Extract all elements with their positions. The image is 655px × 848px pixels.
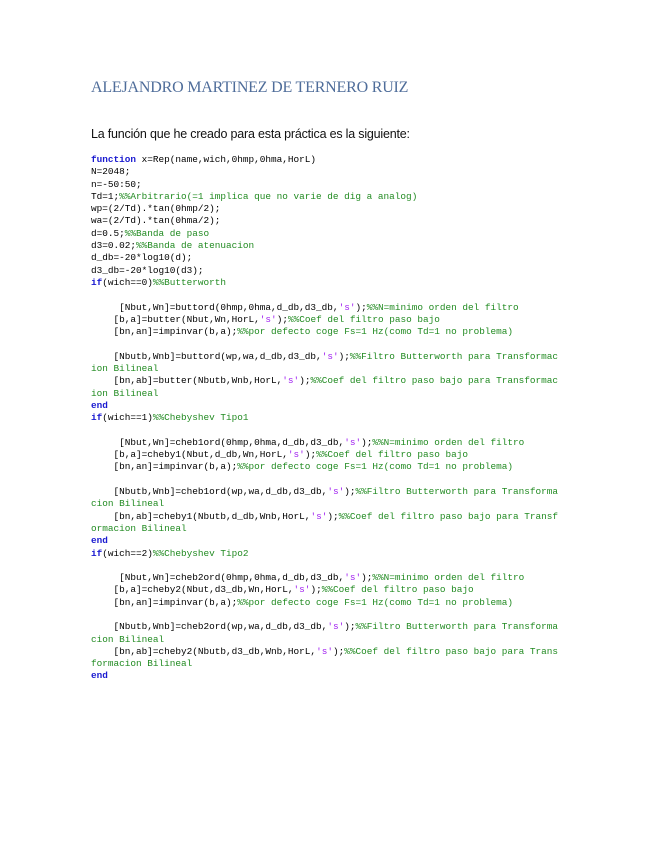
code-line xyxy=(91,548,561,560)
code-line xyxy=(91,228,561,240)
code-text: ); xyxy=(361,572,373,584)
code-text: d3=0.02; xyxy=(91,240,137,252)
code-line xyxy=(91,400,561,412)
code-text: ); xyxy=(332,645,345,657)
code-string: 's' xyxy=(338,301,356,313)
code-text: [Nbutb,Wnb]=cheb2ord(wp,wa,d_db,d3_db, xyxy=(91,621,328,633)
code-comment: %%Arbitrario(=1 implica que no varie de dig a analog) xyxy=(119,190,418,202)
code-text: ); xyxy=(355,301,367,313)
code-keyword: end xyxy=(91,670,108,682)
code-string: 's' xyxy=(344,436,362,448)
code-text: ); xyxy=(304,449,317,461)
code-text: d_db=-20*log10(d); xyxy=(91,252,193,264)
code-line xyxy=(91,203,561,215)
code-string: 's' xyxy=(293,584,311,596)
code-line xyxy=(91,621,561,646)
code-blank-line xyxy=(91,560,561,572)
code-line xyxy=(91,584,561,596)
author-name: ALEJANDRO MARTINEZ DE TERNERO RUIZ xyxy=(91,79,409,96)
code-text: Td=1; xyxy=(91,190,120,202)
code-keyword: end xyxy=(91,535,108,547)
code-text: [Nbutb,Wnb]=cheb1ord(wp,wa,d_db,d3_db, xyxy=(91,486,328,498)
code-comment: %%Coef del filtro paso bajo xyxy=(287,313,440,325)
code-line xyxy=(91,314,561,326)
code-comment: %%Banda de paso xyxy=(124,227,210,239)
code-keyword: if xyxy=(91,276,103,288)
code-line xyxy=(91,179,561,191)
code-comment: %%Coef del filtro paso bajo para Transformacion Bilineal xyxy=(91,510,559,534)
code-line xyxy=(91,252,561,264)
code-string: 's' xyxy=(327,621,345,633)
code-line xyxy=(91,191,561,203)
code-comment: %%por defecto coge Fs=1 Hz(como Td=1 no problema) xyxy=(237,461,513,473)
code-string: 's' xyxy=(287,449,305,461)
code-comment: %%N=minimo orden del filtro xyxy=(372,572,525,584)
code-text: (wich==2) xyxy=(102,547,153,559)
code-block xyxy=(91,154,561,683)
code-line xyxy=(91,154,561,166)
code-text: ); xyxy=(276,313,288,325)
code-line xyxy=(91,240,561,252)
code-text: x=Rep(name,wich,0hmp,0hma,HorL) xyxy=(136,154,317,165)
code-text: [Nbut,Wn]=cheb2ord(0hmp,0hma,d_db,d3_db, xyxy=(91,572,345,584)
code-text: [Nbut,Wn]=buttord(0hmp,0hma,d_db,d3_db, xyxy=(91,301,339,313)
code-comment: %%Banda de atenuacion xyxy=(136,240,255,252)
code-text: [bn,ab]=cheby1(Nbutb,d_db,Wnb,HorL, xyxy=(91,510,311,522)
code-comment: %%Butterworth xyxy=(152,276,227,288)
code-comment: %%Coef del filtro paso bajo para Transformacion Bilineal xyxy=(91,375,558,399)
code-text: (wich==1) xyxy=(102,412,153,424)
code-line xyxy=(91,535,561,547)
code-blank-line xyxy=(91,609,561,621)
code-comment: %%N=minimo orden del filtro xyxy=(372,436,525,448)
code-blank-line xyxy=(91,474,561,486)
code-line xyxy=(91,375,561,400)
code-blank-line xyxy=(91,425,561,437)
code-text: [bn,an]=impinvar(b,a); xyxy=(91,461,238,473)
code-keyword: function xyxy=(91,154,137,165)
code-text: ); xyxy=(344,486,356,498)
code-line xyxy=(91,572,561,584)
code-string: 's' xyxy=(344,572,362,584)
code-comment: %%Chebyshev Tipo2 xyxy=(152,547,249,559)
code-line xyxy=(91,646,561,671)
code-blank-line xyxy=(91,289,561,301)
code-text: [b,a]=butter(Nbut,Wn,HorL, xyxy=(91,313,260,325)
code-line xyxy=(91,166,561,178)
code-line xyxy=(91,412,561,424)
code-text: [b,a]=cheby1(Nbut,d_db,Wn,HorL, xyxy=(91,449,288,461)
code-string: 's' xyxy=(282,375,300,387)
code-line xyxy=(91,437,561,449)
code-line xyxy=(91,351,561,376)
code-line xyxy=(91,326,561,338)
code-comment: %%Filtro Butterworth para Transformacion Bilineal xyxy=(91,350,559,375)
code-line xyxy=(91,277,561,289)
code-string: 's' xyxy=(310,510,328,522)
code-line xyxy=(91,597,561,609)
code-line xyxy=(91,302,561,314)
code-keyword: if xyxy=(91,547,103,559)
code-text: ); xyxy=(338,350,350,362)
code-text: ); xyxy=(344,621,356,633)
code-text: [Nbut,Wn]=cheb1ord(0hmp,0hma,d_db,d3_db, xyxy=(91,436,345,448)
code-line xyxy=(91,511,561,536)
code-comment: %%N=minimo orden del filtro xyxy=(366,301,519,313)
code-line xyxy=(91,215,561,227)
code-text: [Nbutb,Wnb]=buttord(wp,wa,d_db,d3_db, xyxy=(91,350,322,362)
code-text: [bn,ab]=butter(Nbutb,Wnb,HorL, xyxy=(91,375,283,387)
code-keyword: if xyxy=(91,412,103,424)
code-comment: %%Filtro Butterworth para Transformacion Bilineal xyxy=(91,486,559,510)
code-comment: %%Coef del filtro paso bajo para Transformacion Bilineal xyxy=(91,645,559,670)
code-keyword: end xyxy=(91,399,108,411)
code-text: ); xyxy=(361,436,373,448)
code-text: N=2048; xyxy=(91,166,131,178)
code-line xyxy=(91,486,561,511)
code-text: d3_db=-20*log10(d3); xyxy=(91,264,204,276)
code-text: d=0.5; xyxy=(91,227,125,239)
code-comment: %%Chebyshev Tipo1 xyxy=(152,412,249,424)
code-text: ); xyxy=(310,584,322,596)
code-text: wa=(2/Td).*tan(0hma/2); xyxy=(91,215,221,227)
code-line xyxy=(91,461,561,473)
code-text: wp=(2/Td).*tan(0hmp/2); xyxy=(91,203,221,215)
code-string: 's' xyxy=(316,645,333,657)
code-comment: %%por defecto coge Fs=1 Hz(como Td=1 no problema) xyxy=(237,326,513,338)
code-string: 's' xyxy=(327,486,345,498)
intro-text: La función que he creado para esta práctica es la siguiente: xyxy=(91,127,410,141)
code-text: n=-50:50; xyxy=(91,178,142,190)
code-text: [bn,an]=impinvar(b,a); xyxy=(91,596,238,608)
code-string: 's' xyxy=(321,350,339,362)
code-text: ); xyxy=(327,510,339,522)
code-blank-line xyxy=(91,338,561,350)
code-text: [b,a]=cheby2(Nbut,d3_db,Wn,HorL, xyxy=(91,584,294,596)
code-text: ); xyxy=(299,375,311,387)
code-string: 's' xyxy=(259,313,277,325)
code-text: (wich==0) xyxy=(102,276,153,288)
code-comment: %%Coef del filtro paso bajo xyxy=(316,449,468,461)
code-line xyxy=(91,265,561,277)
code-text: [bn,ab]=cheby2(Nbutb,d3_db,Wnb,HorL, xyxy=(91,645,317,657)
code-line xyxy=(91,449,561,461)
code-text: [bn,an]=impinvar(b,a); xyxy=(91,326,238,338)
code-comment: %%Coef del filtro paso bajo xyxy=(321,584,474,596)
code-comment: %%por defecto coge Fs=1 Hz(como Td=1 no problema) xyxy=(237,596,513,608)
code-line xyxy=(91,670,561,682)
code-comment: %%Filtro Butterworth para Transformacion Bilineal xyxy=(91,621,559,645)
